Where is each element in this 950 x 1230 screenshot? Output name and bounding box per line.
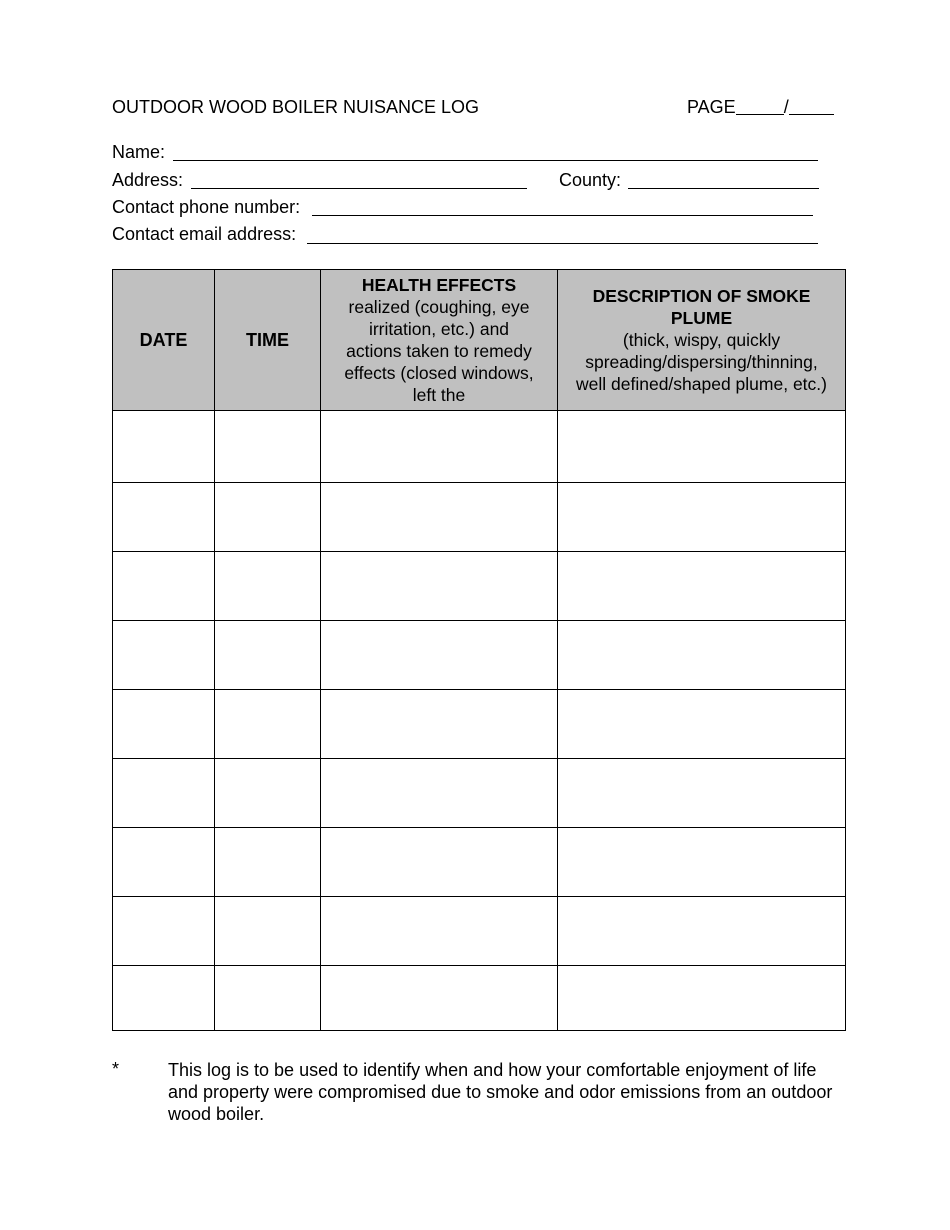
- date-cell[interactable]: [113, 552, 215, 621]
- date-cell[interactable]: [113, 828, 215, 897]
- nuisance-log-table: [112, 269, 846, 1031]
- email-label: Contact email address:: [112, 224, 297, 244]
- table-row: [113, 828, 846, 897]
- health-effects-cell[interactable]: [321, 690, 558, 759]
- form-title: OUTDOOR WOOD BOILER NUISANCE LOG: [112, 97, 480, 117]
- column-header-health-effects-heading: HEALTH EFFECTS: [361, 275, 517, 295]
- smoke-plume-cell[interactable]: [558, 552, 846, 621]
- footnote-text: This log is to be used to identify when and how your comfortable enjoyment of life and property were compromised due to smoke and odor emissions from an outdoor wood boiler.: [168, 1060, 833, 1124]
- health-effects-cell[interactable]: [321, 759, 558, 828]
- county-label: County:: [559, 170, 622, 190]
- column-header-health-effects: [321, 270, 558, 411]
- column-header-date: [113, 270, 215, 411]
- phone-field-line[interactable]: [312, 215, 813, 216]
- time-cell[interactable]: [215, 759, 321, 828]
- page-total-blank[interactable]: [789, 114, 834, 115]
- smoke-plume-cell[interactable]: [558, 966, 846, 1031]
- table-row: [113, 897, 846, 966]
- smoke-plume-cell[interactable]: [558, 759, 846, 828]
- column-header-smoke-plume-detail: (thick, wispy, quickly spreading/dispersing/thinning, well defined/shaped plume, etc.): [576, 330, 827, 394]
- health-effects-cell[interactable]: [321, 897, 558, 966]
- table-row: [113, 483, 846, 552]
- date-cell[interactable]: [113, 483, 215, 552]
- smoke-plume-cell[interactable]: [558, 828, 846, 897]
- column-header-date-heading: DATE: [139, 330, 188, 350]
- address-label: Address:: [112, 170, 184, 190]
- smoke-plume-cell[interactable]: [558, 690, 846, 759]
- smoke-plume-cell[interactable]: [558, 621, 846, 690]
- date-cell[interactable]: [113, 966, 215, 1031]
- health-effects-cell[interactable]: [321, 411, 558, 483]
- phone-label: Contact phone number:: [112, 197, 301, 217]
- address-field-line[interactable]: [191, 188, 527, 189]
- time-cell[interactable]: [215, 411, 321, 483]
- health-effects-cell[interactable]: [321, 483, 558, 552]
- column-header-health-effects-detail: realized (coughing, eye irritation, etc.) and actions taken to remedy effects (closed windows, left the: [344, 297, 534, 405]
- name-field-line[interactable]: [173, 160, 818, 161]
- health-effects-cell[interactable]: [321, 828, 558, 897]
- time-cell[interactable]: [215, 828, 321, 897]
- date-cell[interactable]: [113, 690, 215, 759]
- table-row: [113, 552, 846, 621]
- smoke-plume-cell[interactable]: [558, 483, 846, 552]
- time-cell[interactable]: [215, 897, 321, 966]
- health-effects-cell[interactable]: [321, 621, 558, 690]
- column-header-time-heading: TIME: [246, 330, 289, 350]
- time-cell[interactable]: [215, 966, 321, 1031]
- smoke-plume-cell[interactable]: [558, 897, 846, 966]
- health-effects-cell[interactable]: [321, 552, 558, 621]
- health-effects-cell[interactable]: [321, 966, 558, 1031]
- page-label: PAGE: [687, 97, 736, 117]
- column-header-smoke-plume-heading: DESCRIPTION OF SMOKE PLUME: [592, 286, 811, 328]
- footnote-marker: *: [112, 1059, 120, 1079]
- time-cell[interactable]: [215, 552, 321, 621]
- table-row: [113, 690, 846, 759]
- date-cell[interactable]: [113, 411, 215, 483]
- page-separator: /: [783, 97, 789, 117]
- name-label: Name:: [112, 142, 166, 162]
- time-cell[interactable]: [215, 483, 321, 552]
- table-header-row: [113, 270, 846, 411]
- page-current-blank[interactable]: [736, 114, 784, 115]
- date-cell[interactable]: [113, 759, 215, 828]
- county-field-line[interactable]: [628, 188, 819, 189]
- page-number-field[interactable]: [687, 97, 834, 118]
- time-cell[interactable]: [215, 621, 321, 690]
- column-header-time: [215, 270, 321, 411]
- table-row: [113, 966, 846, 1031]
- email-field-line[interactable]: [307, 243, 818, 244]
- date-cell[interactable]: [113, 897, 215, 966]
- table-row: [113, 411, 846, 483]
- table-row: [113, 759, 846, 828]
- smoke-plume-cell[interactable]: [558, 411, 846, 483]
- column-header-smoke-plume: [558, 270, 846, 411]
- time-cell[interactable]: [215, 690, 321, 759]
- date-cell[interactable]: [113, 621, 215, 690]
- table-row: [113, 621, 846, 690]
